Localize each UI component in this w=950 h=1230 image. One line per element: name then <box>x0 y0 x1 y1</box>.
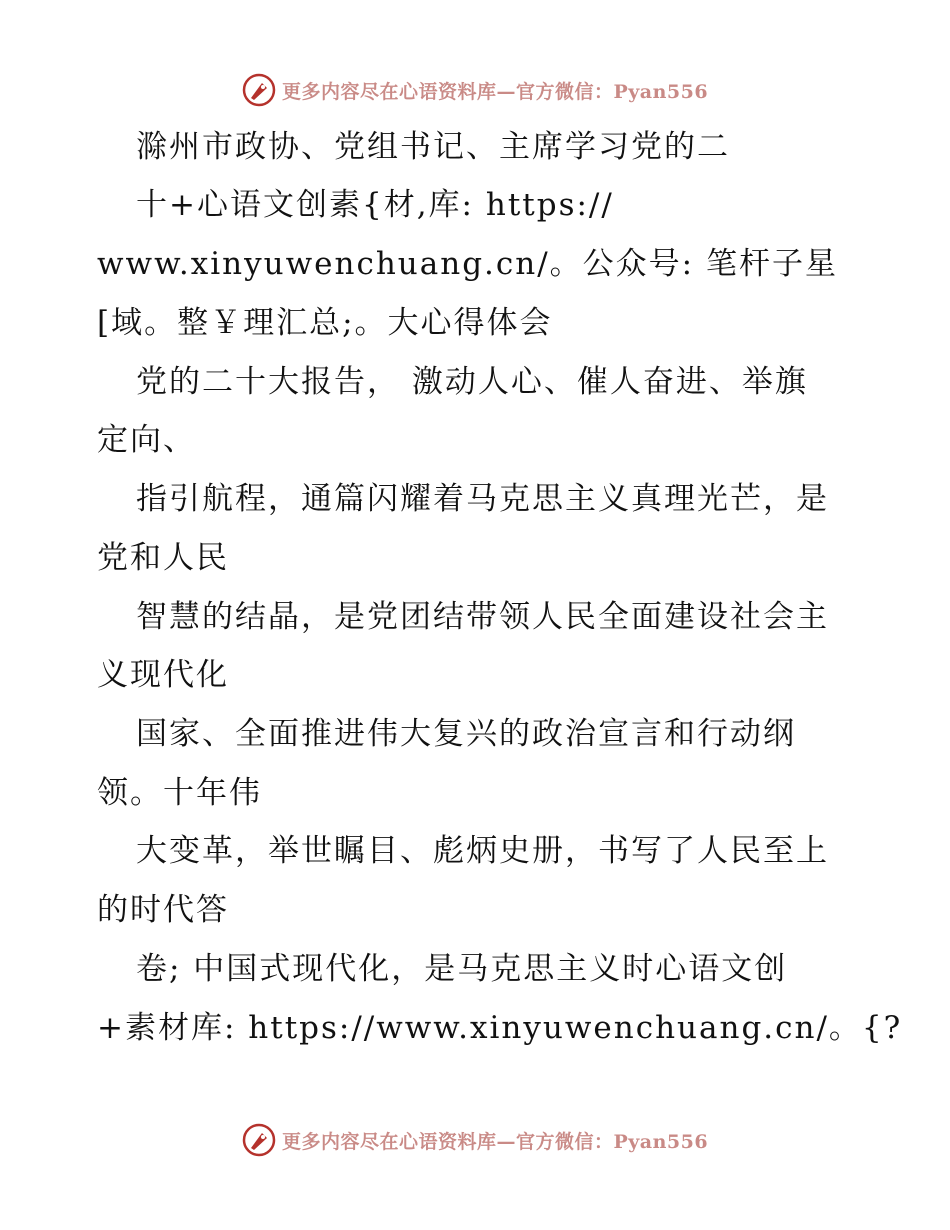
pen-nib-seal-icon <box>242 73 276 107</box>
text-line: 的时代答 <box>97 892 229 928</box>
footer-banner-text: 更多内容尽在心语资料库—官方微信：Pyan556 <box>281 1130 709 1153</box>
text-line: 智慧的结晶，是党团结带领人民全面建设社会主 <box>136 599 829 635</box>
text-line: 滁州市政协、党组书记、主席学习党的二 <box>136 129 730 165</box>
text-line: 国家、全面推进伟大复兴的政治宣言和行动纲 <box>136 716 796 752</box>
header-banner-text: 更多内容尽在心语资料库—官方微信：Pyan556 <box>281 80 709 103</box>
text-line: 党的二十大报告， 激动人心、催人奋进、举旗 <box>136 364 808 400</box>
text-line: 卷; 中国式现代化，是马克思主义时心语文创 <box>136 951 788 987</box>
text-line: [域。整￥理汇总;。大心得体会 <box>97 305 553 341</box>
text-line: 领。十年伟 <box>97 775 262 811</box>
pen-nib-seal-icon <box>242 1123 276 1157</box>
text-line: 大变革，举世瞩目、彪炳史册，书写了人民至上 <box>136 833 829 869</box>
footer-banner <box>0 1120 950 1160</box>
text-line: 十+心语文创素{材,库: https:// <box>136 187 614 223</box>
text-line: 党和人民 <box>97 540 229 576</box>
text-line: 义现代化 <box>97 657 229 693</box>
header-banner <box>0 70 950 110</box>
text-line: 指引航程，通篇闪耀着马克思主义真理光芒，是 <box>136 481 829 517</box>
text-line: 定向、 <box>97 422 196 458</box>
text-line: +素材库: https://www.xinyuwenchuang.cn/。{? <box>97 1010 903 1046</box>
text-line: www.xinyuwenchuang.cn/。公众号: 笔杆子星 <box>97 246 838 282</box>
